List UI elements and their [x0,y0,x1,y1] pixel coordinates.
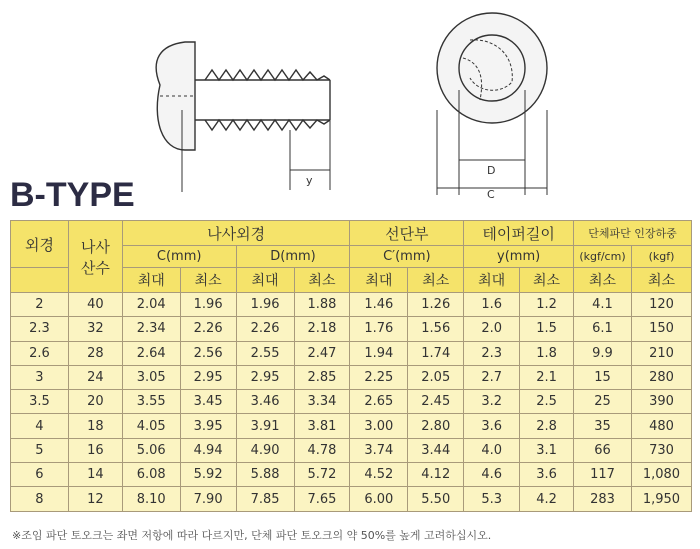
table-cell: 32 [68,317,122,341]
table-cell: 4.12 [408,463,464,487]
table-cell: 4.6 [464,463,520,487]
table-cell: 1.74 [408,341,464,365]
table-row [11,463,692,487]
table-cell: 280 [631,365,691,389]
table-cell: 9.9 [574,341,632,365]
table-row [11,365,692,389]
header-kgf-cm: (kgf/cm) [574,246,632,268]
table-cell: 18 [68,414,122,438]
table-cell: 3.5 [11,390,69,414]
table-cell: 2.56 [180,341,236,365]
table-cell: 3.81 [294,414,350,438]
header-min: 최소 [574,268,632,293]
table-cell: 2.45 [408,390,464,414]
table-cell: 1.76 [350,317,408,341]
table-row [11,341,692,365]
table-cell: 1.94 [350,341,408,365]
table-cell: 1.96 [236,293,294,317]
table-cell: 7.85 [236,487,294,511]
table-cell: 1.56 [408,317,464,341]
table-cell: 8 [11,487,69,511]
header-d-mm: D(mm) [236,246,350,268]
table-cell: 1,950 [631,487,691,511]
table-row [11,293,692,317]
header-kgf: (kgf) [631,246,691,268]
table-row [11,414,692,438]
table-row [11,390,692,414]
footnote: ※조임 파단 토오크는 좌면 저항에 따라 다르지만, 단체 파단 토오크의 약 50%를 높게 고려하십시오. [12,529,492,542]
table-cell: 20 [68,390,122,414]
table-cell: 2.0 [464,317,520,341]
table-cell: 150 [631,317,691,341]
table-cell: 1,080 [631,463,691,487]
header-min: 최소 [180,268,236,293]
table-cell: 3.6 [520,463,574,487]
table-cell: 3.2 [464,390,520,414]
table-cell: 3.34 [294,390,350,414]
table-cell: 2.3 [464,341,520,365]
table-cell: 2.64 [122,341,180,365]
table-cell: 24 [68,365,122,389]
table-cell: 390 [631,390,691,414]
table-cell: 7.65 [294,487,350,511]
header-taper-length: 테이퍼길이 [464,221,574,246]
table-cell: 1.5 [520,317,574,341]
table-cell: 2.7 [464,365,520,389]
table-cell: 15 [574,365,632,389]
table-cell: 3.55 [122,390,180,414]
table-cell: 3.45 [180,390,236,414]
table-cell: 3.1 [520,438,574,462]
screw-side-view [156,42,330,192]
header-min: 최소 [520,268,574,293]
table-cell: 6.00 [350,487,408,511]
table-cell: 2.1 [520,365,574,389]
table-cell: 3.95 [180,414,236,438]
table-cell: 1.8 [520,341,574,365]
table-cell: 5.3 [464,487,520,511]
header-max: 최대 [350,268,408,293]
table-cell: 6.1 [574,317,632,341]
table-cell: 2.65 [350,390,408,414]
table-cell: 120 [631,293,691,317]
screw-drawing [0,0,700,200]
table-cell: 4.90 [236,438,294,462]
header-c-prime-mm: C′(mm) [350,246,464,268]
table-cell: 4.05 [122,414,180,438]
table-cell: 14 [68,463,122,487]
table-cell: 3.46 [236,390,294,414]
header-thread-outer: 나사외경 [122,221,350,246]
spec-table [10,220,692,512]
table-cell: 12 [68,487,122,511]
table-cell: 2.47 [294,341,350,365]
table-cell: 2.26 [236,317,294,341]
table-cell: 3.05 [122,365,180,389]
table-cell: 3.91 [236,414,294,438]
table-cell: 4.1 [574,293,632,317]
table-cell: 5.72 [294,463,350,487]
table-cell: 2.34 [122,317,180,341]
table-cell: 6.08 [122,463,180,487]
dim-y-label: y [306,174,313,187]
table-cell: 3 [11,365,69,389]
table-cell: 117 [574,463,632,487]
table-cell: 480 [631,414,691,438]
table-cell: 3.6 [464,414,520,438]
table-cell: 3.44 [408,438,464,462]
table-cell: 2.05 [408,365,464,389]
header-outer-diameter: 외경 [11,221,69,268]
dim-c-label: C [487,188,495,200]
table-cell: 1.6 [464,293,520,317]
table-cell: 2.18 [294,317,350,341]
table-cell: 66 [574,438,632,462]
table-cell: 5 [11,438,69,462]
table-cell: 2.55 [236,341,294,365]
header-min: 최소 [631,268,691,293]
table-cell: 4.2 [520,487,574,511]
table-cell: 283 [574,487,632,511]
table-cell: 2 [11,293,69,317]
table-cell: 7.90 [180,487,236,511]
table-cell: 5.88 [236,463,294,487]
table-cell: 2.85 [294,365,350,389]
table-cell: 2.3 [11,317,69,341]
table-cell: 1.88 [294,293,350,317]
table-cell: 25 [574,390,632,414]
header-thread-count: 나사 산수 [68,221,122,293]
table-cell: 2.04 [122,293,180,317]
header-fracture-torque: 단체파단 인장하중 [574,221,692,246]
table-cell: 1.96 [180,293,236,317]
table-cell: 40 [68,293,122,317]
table-cell: 1.2 [520,293,574,317]
table-cell: 5.50 [408,487,464,511]
table-cell: 2.26 [180,317,236,341]
table-cell: 3.74 [350,438,408,462]
table-cell: 4 [11,414,69,438]
table-cell: 6 [11,463,69,487]
table-cell: 2.5 [520,390,574,414]
table-cell: 3.00 [350,414,408,438]
table-cell: 2.25 [350,365,408,389]
table-cell: 730 [631,438,691,462]
header-min: 최소 [294,268,350,293]
header-tip: 선단부 [350,221,464,246]
table-cell: 2.80 [408,414,464,438]
table-cell: 28 [68,341,122,365]
table-cell: 4.78 [294,438,350,462]
table-cell: 1.26 [408,293,464,317]
header-c-mm: C(mm) [122,246,236,268]
table-cell: 8.10 [122,487,180,511]
table-row [11,438,692,462]
dim-d-label: D [487,164,496,177]
table-cell: 1.46 [350,293,408,317]
table-cell: 210 [631,341,691,365]
table-cell: 4.0 [464,438,520,462]
table-cell: 2.95 [236,365,294,389]
header-max: 최대 [236,268,294,293]
table-cell: 2.6 [11,341,69,365]
header-max: 최대 [464,268,520,293]
header-y-mm: y(mm) [464,246,574,268]
table-row [11,317,692,341]
table-cell: 16 [68,438,122,462]
table-cell: 5.06 [122,438,180,462]
page-title: B-TYPE [10,176,135,214]
table-row [11,487,692,511]
table-cell: 35 [574,414,632,438]
table-cell: 5.92 [180,463,236,487]
header-min: 최소 [408,268,464,293]
table-cell: 2.95 [180,365,236,389]
header-max: 최대 [122,268,180,293]
table-cell: 4.52 [350,463,408,487]
header-blank [11,268,69,293]
table-cell: 4.94 [180,438,236,462]
table-cell: 2.8 [520,414,574,438]
